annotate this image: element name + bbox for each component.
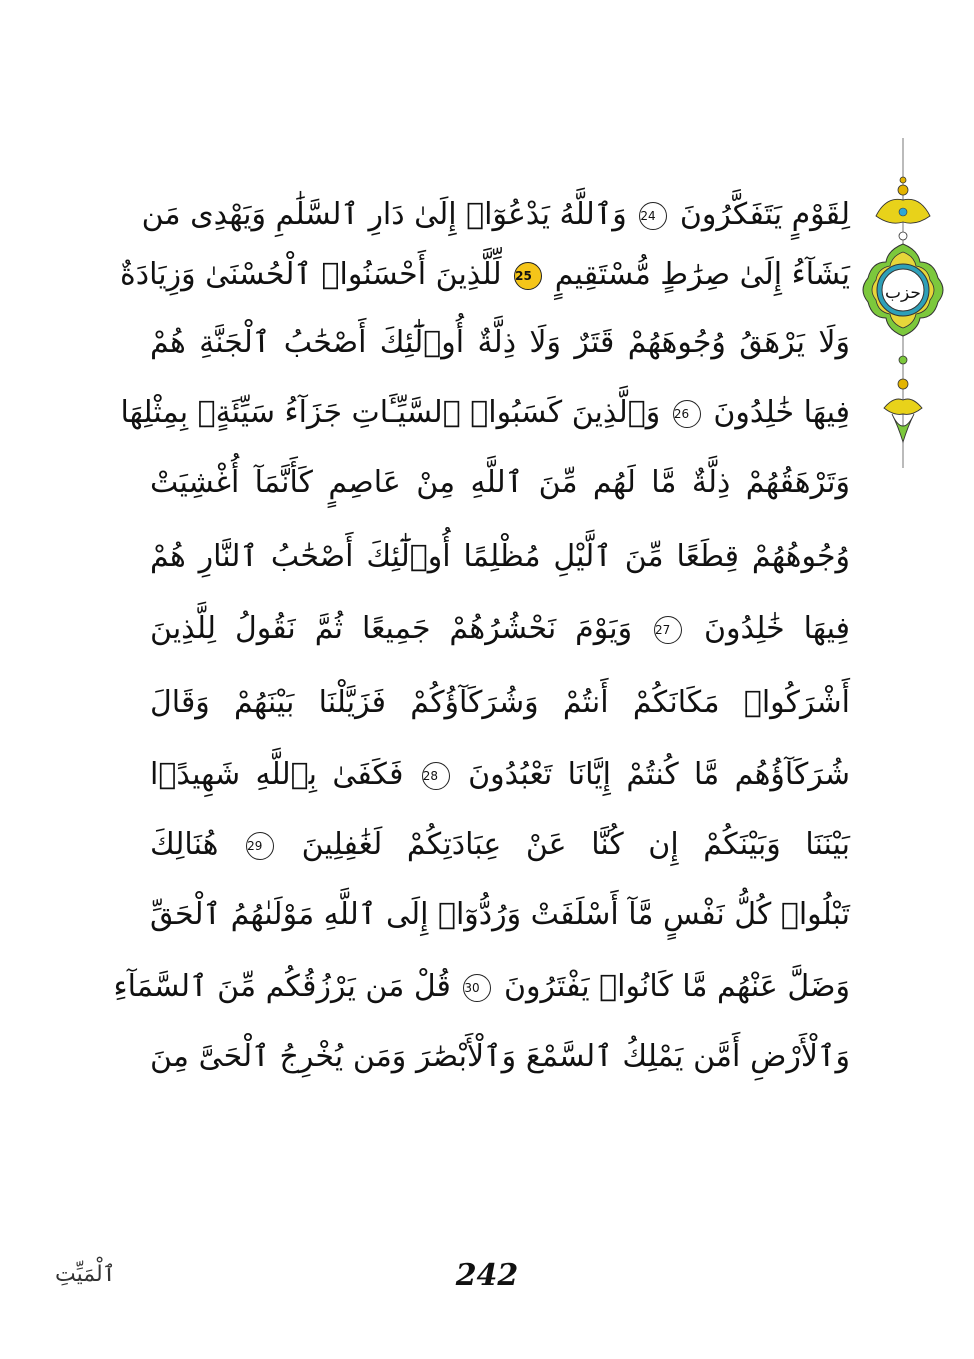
verse-text: وَضَلَّ عَنْهُم مَّا كَانُوا۟ يَفْتَرُونَ: [494, 969, 850, 1004]
verse-text: قُلْ مَن يَرْزُقُكُم مِّنَ ٱلسَّمَآءِ: [113, 969, 461, 1004]
verse-text: يَشَآءُ إِلَىٰ صِرَٰطٍ مُّسْتَقِيمٍ: [545, 257, 850, 292]
verse-text: أَشْرَكُوا۟ مَكَانَكُمْ أَنتُمْ وَشُرَكَآؤُكُمْ فَزَيَّلْنَا بَيْنَهُمْ وَقَالَ: [150, 685, 850, 720]
text-line: [150, 745, 850, 805]
ayah-number-marker: 27: [654, 616, 682, 644]
verse-text: وَٱلْأَرْضِ أَمَّن يَمْلِكُ ٱلسَّمْعَ وَٱلْأَبْصَٰرَ وَمَن يُخْرِجُ ٱلْحَىَّ مِنَ: [150, 1039, 850, 1074]
text-line: [150, 453, 850, 513]
surah-name-footer: ٱلْمَيِّتِ: [55, 1262, 116, 1287]
text-line: [120, 245, 850, 305]
verse-text: فِيهَا خَٰلِدُونَ: [703, 395, 850, 430]
text-line: [141, 185, 850, 245]
verse-text: تَبْلُوا۟ كُلُّ نَفْسٍ مَّآ أَسْلَفَتْ وَرُدُّوٓا۟ إِلَى ٱللَّهِ مَوْلَىٰهُمُ ٱلْحَقِّ: [149, 897, 850, 932]
ayah-number-marker: 26: [673, 400, 701, 428]
verse-text: هُنَالِكَ: [150, 827, 244, 862]
text-line: [150, 815, 850, 875]
verse-text: بَيْنَنَا وَبَيْنَكُمْ إِن كُنَّا عَنْ عِبَادَتِكُمْ لَغَٰفِلِينَ: [277, 827, 850, 862]
verse-text: فِيهَا خَٰلِدُونَ: [685, 611, 851, 646]
verse-text: لِقَوْمٍ يَتَفَكَّرُونَ: [670, 197, 850, 232]
text-line: [150, 599, 850, 659]
verse-text: لِّلَّذِينَ أَحْسَنُوا۟ ٱلْحُسْنَىٰ وَزِيَادَةٌ: [120, 257, 512, 292]
ayah-number-marker: 29: [246, 832, 274, 860]
text-line: [150, 527, 850, 587]
text-line: [150, 885, 850, 945]
juz-marker-ornament: [856, 138, 950, 468]
verse-text: شُرَكَآؤُهُم مَّا كُنتُمْ إِيَّانَا تَعْبُدُونَ: [452, 757, 850, 792]
verse-text: وَلَا يَرْهَقُ وُجُوهَهُمْ قَتَرٌ وَلَا ذِلَّةٌ أُو۟لَٰٓئِكَ أَصْحَٰبُ ٱلْجَنَّةِ هُمْ: [150, 325, 850, 360]
text-line: [150, 673, 850, 733]
juz-marker-label: حزب: [885, 283, 921, 303]
text-line: [120, 383, 850, 443]
verse-text: وَتَرْهَقُهُمْ ذِلَّةٌ مَّا لَهُم مِّنَ ٱللَّهِ مِنْ عَاصِمٍ كَأَنَّمَآ أُغْشِيَتْ: [150, 465, 850, 500]
verse-text: وَيَوْمَ نَحْشُرُهُمْ جَمِيعًا ثُمَّ نَقُولُ لِلَّذِينَ: [150, 611, 652, 646]
ayah-number-marker: 28: [422, 762, 450, 790]
page-number: 242: [455, 1258, 519, 1293]
text-line: [113, 957, 850, 1017]
ayah-number-marker: 30: [463, 974, 491, 1002]
text-line: [150, 1027, 850, 1087]
text-line: [150, 313, 850, 373]
verse-text: فَكَفَىٰ بِٱللَّهِ شَهِيدًۢا: [150, 757, 419, 792]
ayah-number-marker: 25: [514, 262, 542, 290]
verse-text: وُجُوهُهُمْ قِطَعًا مِّنَ ٱلَّيْلِ مُظْلِمًا أُو۟لَٰٓئِكَ أَصْحَٰبُ ٱلنَّارِ هُمْ: [150, 539, 850, 574]
verse-text: وَٱللَّهُ يَدْعُوٓا۟ إِلَىٰ دَارِ ٱلسَّلَٰمِ وَيَهْدِى مَن: [141, 197, 637, 232]
verse-text: وَٱلَّذِينَ كَسَبُوا۟ ٱلسَّيِّـَٔاتِ جَزَآءُ سَيِّئَةٍۭ بِمِثْلِهَا: [120, 395, 670, 430]
ayah-number-marker: 24: [639, 202, 667, 230]
